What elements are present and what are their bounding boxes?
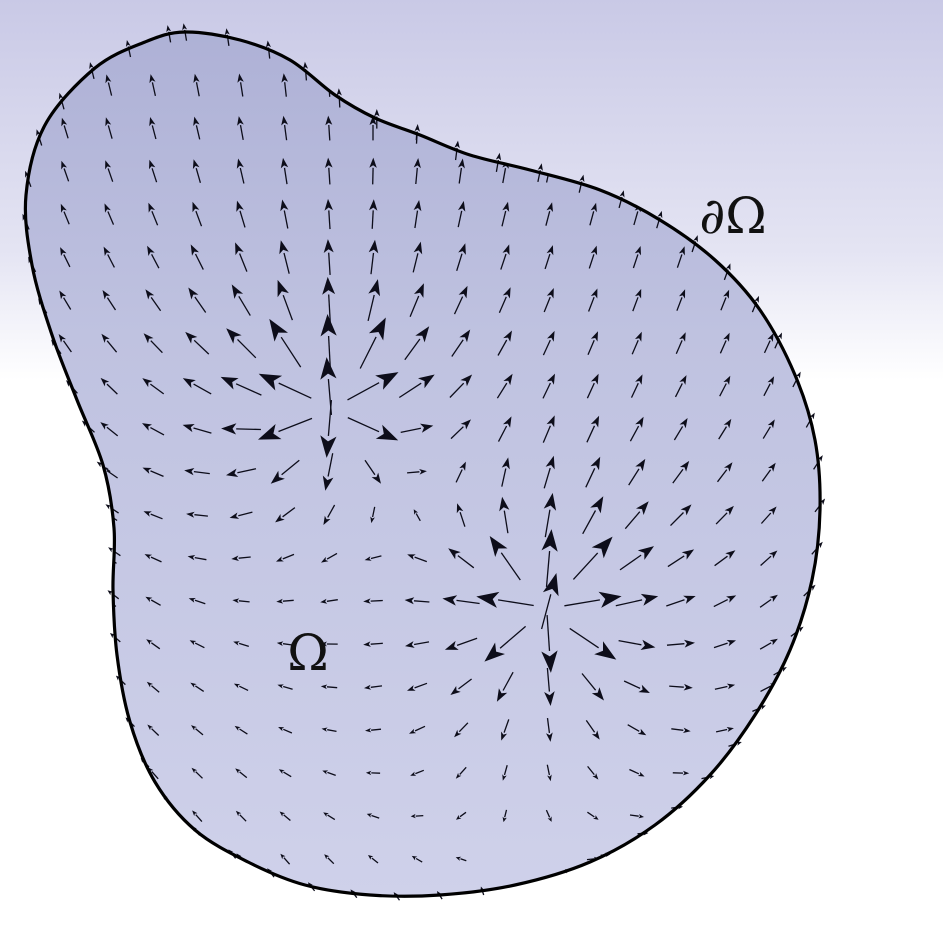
field-arrow [60,681,71,694]
field-arrow [722,161,729,182]
field-arrow [103,638,116,649]
field-arrow [635,117,641,139]
field-arrow [149,853,158,865]
field-arrow [61,809,70,822]
field-arrow [762,769,776,778]
field-arrow [766,161,773,181]
field-arrow [148,810,157,822]
field-arrow [763,811,775,821]
field-arrow [634,160,640,182]
field-arrow [502,116,509,139]
field-arrow [58,552,71,565]
field-arrow [58,508,72,521]
field-arrow [59,638,71,651]
field-arrow [766,118,772,139]
field-arrow [675,856,687,863]
field-arrow [678,203,685,224]
field-arrow [104,810,113,823]
field-arrow [723,75,729,96]
field-arrow [61,852,69,865]
field-arrow [721,247,728,268]
field-arrow [104,767,114,779]
field-arrow [60,767,69,780]
field-arrow [718,813,732,820]
field-arrow [458,73,465,96]
field-arrow [767,75,773,96]
field-arrow [678,160,685,181]
field-arrow [590,160,596,182]
field-arrow [631,856,643,861]
field-arrow [722,118,728,139]
field-arrow [590,117,596,139]
field-arrow [59,595,71,608]
boundary-label: ∂Ω [699,187,767,245]
field-arrow [104,724,115,736]
field-arrow [414,73,421,96]
field-arrow [546,74,552,96]
domain-label: Ω [287,624,329,682]
field-arrow [674,814,688,818]
field-arrow [546,117,552,140]
field-arrow [60,724,70,737]
field-arrow [764,854,775,865]
domain-region [25,32,820,896]
field-arrow [58,421,72,436]
field-arrow [458,116,465,140]
field-arrow [719,855,731,864]
field-arrow [766,204,773,224]
field-arrow [58,465,72,479]
field-arrow [590,74,596,96]
field-arrow [765,247,772,267]
field-arrow [765,290,773,310]
field-arrow [761,726,777,734]
field-arrow [61,75,67,96]
field-arrow [635,74,641,96]
field-arrow [105,853,113,866]
field-arrow [717,770,733,775]
field-arrow [370,73,377,97]
field-arrow [193,853,202,865]
field-arrow [679,117,685,138]
field-arrow [502,74,508,97]
field-arrow [103,681,115,693]
field-arrow [679,74,685,95]
